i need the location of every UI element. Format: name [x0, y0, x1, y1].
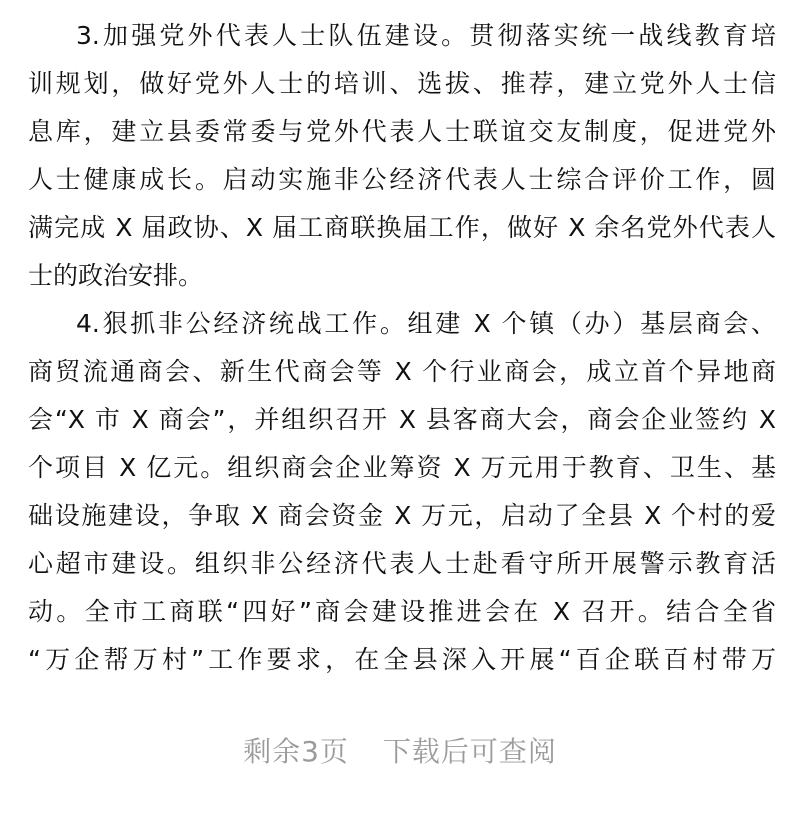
paragraph-4-line: “万企帮万村”工作要求，在全县深入开展“百企联百村带万: [28, 645, 776, 674]
paragraph-3-line: 士的政治安排。: [28, 261, 204, 290]
paragraph-4-line: 动。全市工商联“四好”商会建设推进会在 X 召开。结合全省: [28, 597, 776, 626]
remaining-pages-text: 剩余3页: [243, 735, 349, 768]
paragraph-3-line: 人士健康成长。启动实施非公经济代表人士综合评价工作，圆: [28, 165, 776, 194]
paragraph-3-line: 训规划，做好党外人士的培训、选拔、推荐，建立党外人士信: [28, 69, 776, 98]
paragraph-4-line: 商贸流通商会、新生代商会等 X 个行业商会，成立首个异地商: [28, 357, 776, 386]
paragraph-3-line: 满完成 X 届政协、X 届工商联换届工作，做好 X 余名党外代表人: [28, 213, 776, 242]
paragraph-4-line: 个项目 X 亿元。组织商会企业筹资 X 万元用于教育、卫生、基: [28, 453, 776, 482]
paragraph-4-line: 心超市建设。组织非公经济代表人士赴看守所开展警示教育活: [28, 549, 776, 578]
document-body: [28, 12, 776, 684]
paragraph-3-line: 3.加强党外代表人士队伍建设。贯彻落实统一战线教育培: [76, 21, 776, 50]
download-hint-text: 下载后可查阅: [382, 735, 557, 768]
paragraph-4-line: 会“X 市 X 商会”，并组织召开 X 县客商大会，商会企业签约 X: [28, 405, 776, 434]
remaining-pages-notice[interactable]: [0, 730, 800, 770]
paragraph-4-line: 4.狠抓非公经济统战工作。组建 X 个镇（办）基层商会、: [76, 309, 776, 338]
paragraph-3-line: 息库，建立县委常委与党外代表人士联谊交友制度，促进党外: [28, 117, 776, 146]
paragraph-4-line: 础设施建设，争取 X 商会资金 X 万元，启动了全县 X 个村的爱: [28, 501, 776, 530]
